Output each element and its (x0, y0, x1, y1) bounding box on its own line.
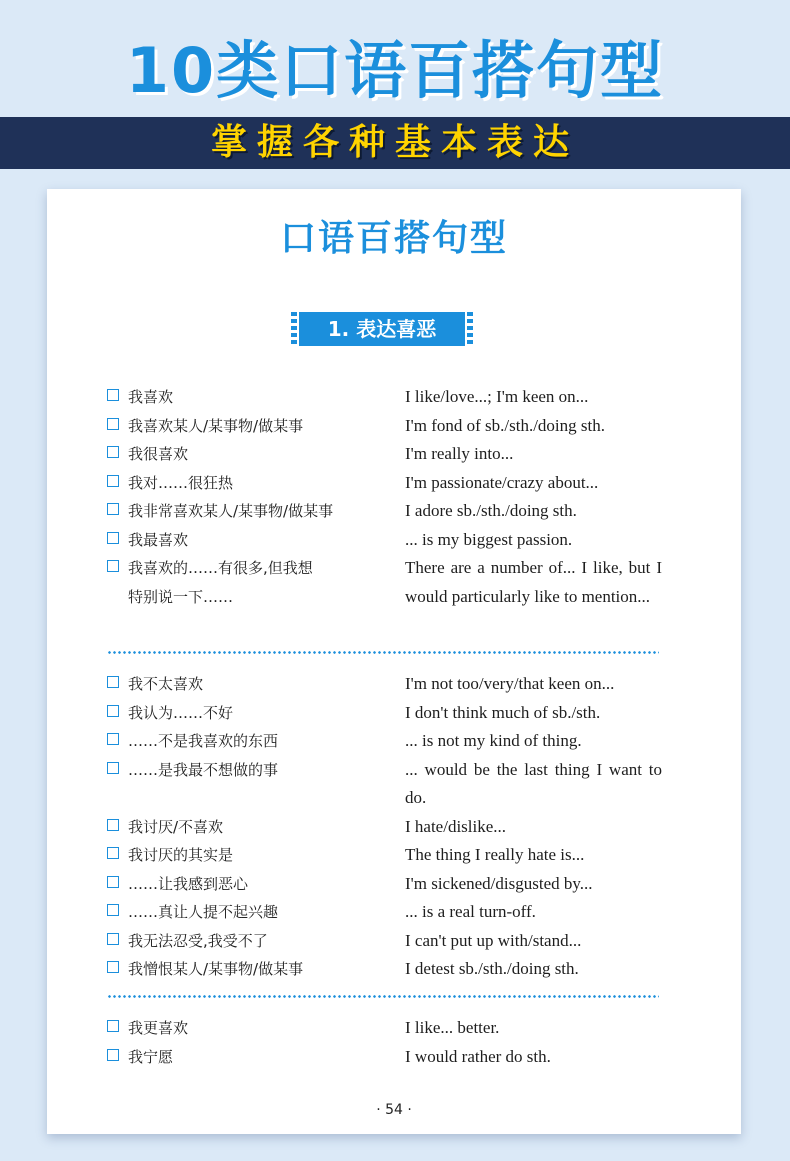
checkbox-icon (107, 676, 119, 688)
checkbox-icon (107, 446, 119, 458)
checkbox-icon (107, 904, 119, 916)
phrase-english: I hate/dislike... (405, 816, 507, 836)
phrase-english: I would rather do sth. (405, 1046, 551, 1066)
subtitle: 掌握各种基本表达 (210, 122, 579, 163)
phrase-chinese: 我不太喜欢 (128, 675, 204, 693)
dotted-divider (107, 651, 659, 654)
phrase-english: I don't think much of sb./sth. (405, 702, 601, 722)
checkbox-icon (107, 933, 119, 945)
phrase-chinese: 我很喜欢 (128, 445, 189, 463)
phrase-english: I'm passionate/crazy about... (405, 472, 599, 492)
phrase-chinese: 我喜欢某人/某事物/做某事 (128, 416, 304, 435)
label-right-edge (467, 312, 473, 346)
book-page (47, 189, 741, 1134)
phrase-chinese: 我喜欢的……有很多,但我想 特别说一下…… (128, 559, 313, 606)
phrase-chinese: 我宁愿 (128, 1047, 174, 1066)
phrase-english: I'm sickened/disgusted by... (405, 873, 593, 893)
phrase-chinese: 我讨厌的其实是 (128, 846, 234, 864)
checkbox-icon (107, 475, 119, 487)
phrase-chinese: ……是我最不想做的事 (128, 760, 279, 779)
phrase-english: I detest sb./sth./doing sth. (405, 959, 579, 978)
phrase-english: ... is my biggest passion. (405, 529, 573, 549)
phrase-chinese: 我无法忍受,我受不了 (128, 931, 268, 950)
checkbox-icon (107, 389, 119, 401)
phrase-chinese: 我更喜欢 (128, 1019, 189, 1037)
phrase-chinese: 我喜欢 (128, 388, 174, 406)
phrase-english: I can't put up with/stand... (405, 930, 582, 950)
phrase-chinese: 我非常喜欢某人/某事物/做某事 (128, 502, 334, 520)
checkbox-icon (107, 1049, 119, 1061)
phrase-english: There are a number of... I like, but I would particularly like to mention... (405, 558, 662, 606)
section-label (299, 312, 465, 346)
label-left-edge (291, 312, 297, 346)
checkbox-icon (107, 532, 119, 544)
phrase-chinese: 我对……很狂热 (128, 473, 234, 492)
phrase-english: ... is not my kind of thing. (405, 731, 582, 750)
phrase-english: ... is a real turn-off. (405, 902, 536, 921)
phrase-english: ... would be the last thing I want to do. (405, 759, 662, 807)
page-title: 口语百搭句型 (279, 218, 508, 259)
phrase-english: The thing I really hate is... (405, 845, 585, 864)
phrase-english: I'm not too/very/that keen on... (405, 674, 615, 693)
phrase-chinese: 我最喜欢 (128, 530, 189, 549)
phrase-chinese: ……让我感到恶心 (128, 874, 249, 893)
page-number: · 54 · (376, 1102, 412, 1118)
checkbox-icon (107, 876, 119, 888)
phrase-english: I'm really into... (405, 444, 514, 463)
main-title: 10类口语百搭句型 (125, 34, 665, 107)
checkbox-icon (107, 418, 119, 430)
phrase-chinese: ……真让人提不起兴趣 (128, 903, 279, 921)
checkbox-icon (107, 961, 119, 973)
phrase-english: I like/love...; I'm keen on... (405, 387, 589, 406)
checkbox-icon (107, 705, 119, 717)
checkbox-icon (107, 503, 119, 515)
phrase-english: I'm fond of sb./sth./doing sth. (405, 415, 605, 435)
dotted-divider (107, 995, 659, 998)
checkbox-icon (107, 819, 119, 831)
checkbox-icon (107, 560, 119, 572)
phrase-chinese: 我认为……不好 (128, 703, 234, 722)
phrase-chinese: 我讨厌/不喜欢 (128, 817, 224, 836)
checkbox-icon (107, 733, 119, 745)
checkbox-icon (107, 1020, 119, 1032)
checkbox-icon (107, 847, 119, 859)
section-label-text: 1. 表达喜恶 (327, 317, 437, 341)
phrase-chinese: ……不是我喜欢的东西 (128, 732, 279, 750)
phrase-chinese: 我憎恨某人/某事物/做某事 (128, 960, 304, 978)
checkbox-icon (107, 762, 119, 774)
phrase-english: I adore sb./sth./doing sth. (405, 501, 577, 520)
phrase-english: I like... better. (405, 1018, 500, 1037)
